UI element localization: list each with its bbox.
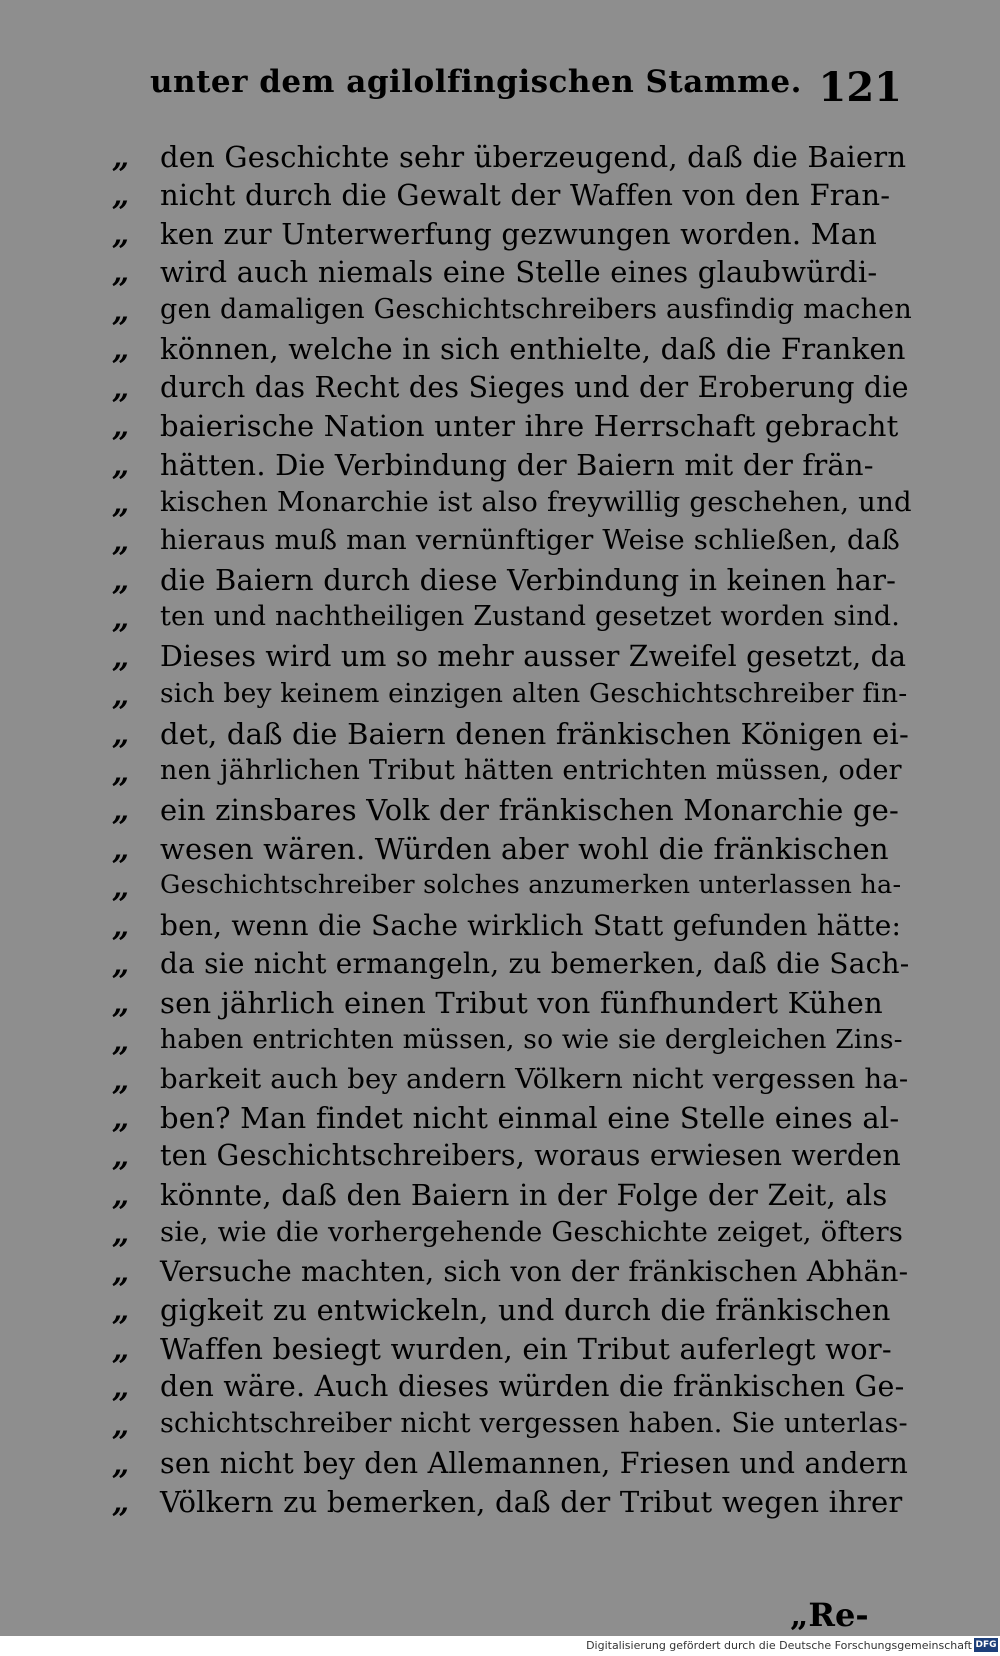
quote-mark: „ [112, 870, 130, 906]
line-text: sie, wie die vorhergehende Geschichte zeiget, öfters [160, 1216, 904, 1249]
text-line [112, 369, 912, 407]
text-line [112, 791, 912, 829]
quote-mark: „ [112, 1177, 130, 1213]
line-text: wesen wären. Würden aber wohl die fränkischen [160, 831, 889, 866]
line-text: ein zinsbares Volk der fränkischen Monarchie ge- [160, 793, 899, 828]
line-text: sen nicht bey den Allemannen, Friesen und andern [160, 1446, 909, 1480]
quote-mark: „ [112, 447, 130, 483]
text-line [112, 984, 912, 1022]
line-text: hätten. Die Verbindung der Baiern mit der frän- [160, 447, 874, 482]
quote-mark: „ [112, 178, 130, 214]
text-line [112, 1330, 912, 1368]
quote-mark: „ [112, 1293, 130, 1329]
text-line [112, 484, 912, 522]
line-text: da sie nicht ermangeln, zu bemerken, daß die Sach- [160, 947, 910, 981]
line-text: Versuche machten, sich von der fränkischen Abhän- [160, 1254, 909, 1288]
line-text: die Baiern durch diese Verbindung in keinen har- [160, 562, 897, 597]
text-line [112, 1406, 912, 1444]
line-text: hieraus muß man vernünftiger Weise schließen, daß [160, 524, 900, 557]
text-line [112, 1214, 912, 1252]
page-number: 121 [818, 64, 902, 111]
line-text: Dieses wird um so mehr ausser Zweifel gesetzt, da [160, 639, 907, 673]
line-text: gen damaligen Geschichtschreibers ausfindig machen [160, 293, 912, 325]
quote-mark: „ [112, 524, 130, 560]
text-line [112, 253, 912, 291]
running-title: unter dem agilolfingischen Stamme. [150, 64, 802, 100]
text-line [112, 1483, 912, 1521]
text-line [112, 945, 912, 983]
text-line [112, 1137, 912, 1175]
digitization-credit: Digitalisierung gefördert durch die Deutsche Forschungsgemeinschaft [586, 1639, 972, 1652]
text-line [112, 638, 912, 676]
line-text: den wäre. Auch dieses würden die fränkischen Ge- [160, 1370, 905, 1403]
footer-bar [0, 1636, 1000, 1656]
line-text: ben, wenn die Sache wirklich Statt gefunden hätte: [160, 908, 902, 942]
text-line [112, 330, 912, 368]
quote-mark: „ [112, 1024, 130, 1060]
quote-mark: „ [112, 216, 130, 252]
quote-mark: „ [112, 1408, 130, 1444]
text-line [112, 599, 912, 637]
quote-mark: „ [112, 293, 130, 329]
line-text: ten und nachtheiligen Zustand gesetzet worden sind. [160, 601, 901, 633]
text-line [112, 676, 912, 714]
line-text: durch das Recht des Sieges und der Eroberung die [160, 370, 909, 404]
line-text: den Geschichte sehr überzeugend, daß die Baiern [160, 140, 907, 174]
quote-mark: „ [112, 639, 130, 675]
text-line [112, 1099, 912, 1137]
text-line [112, 138, 912, 176]
quote-mark: „ [112, 831, 130, 867]
line-text: sich bey keinem einzigen alten Geschichtschreiber fin- [160, 678, 908, 710]
quote-mark: „ [112, 678, 130, 714]
quote-mark: „ [112, 1100, 130, 1136]
text-line [112, 446, 912, 484]
line-text: könnte, daß den Baiern in der Folge der Zeit, als [160, 1177, 888, 1212]
text-line [112, 868, 912, 906]
line-text: ben? Man findet nicht einmal eine Stelle eines al- [160, 1100, 900, 1135]
quote-mark: „ [112, 1370, 130, 1405]
quote-mark: „ [112, 1331, 130, 1367]
quote-mark: „ [112, 140, 130, 175]
quote-mark: „ [112, 1062, 130, 1098]
quote-mark: „ [112, 255, 130, 291]
line-text: Völkern zu bemerken, daß der Tribut wegen ihrer [160, 1485, 903, 1520]
quote-mark: „ [112, 409, 130, 445]
line-text: sen jährlich einen Tribut von fünfhundert Kühen [160, 985, 883, 1020]
quote-mark: „ [112, 601, 130, 637]
quote-mark: „ [112, 1139, 130, 1175]
quote-mark: „ [112, 985, 130, 1021]
line-text: nen jährlichen Tribut hätten entrichten müssen, oder [160, 755, 902, 786]
text-line [112, 1368, 912, 1406]
line-text: schichtschreiber nicht vergessen haben. Sie unterlas- [160, 1408, 908, 1440]
line-text: ken zur Unterwerfung gezwungen worden. Man [160, 216, 878, 251]
text-line [112, 1291, 912, 1329]
text-line [112, 753, 912, 791]
text-line [112, 1176, 912, 1214]
line-text: nicht durch die Gewalt der Waffen von den Fran- [160, 178, 891, 213]
text-line [112, 407, 912, 445]
quote-mark: „ [112, 562, 130, 598]
text-line [112, 715, 912, 753]
text-line [112, 176, 912, 214]
line-text: baierische Nation unter ihre Herrschaft gebracht [160, 409, 899, 444]
line-text: können, welche in sich enthielte, daß die Franken [160, 332, 906, 367]
catchword: „Re- [790, 1596, 869, 1634]
quote-mark: „ [112, 1485, 130, 1521]
quote-mark: „ [112, 716, 130, 752]
quote-mark: „ [112, 332, 130, 368]
line-text: barkeit auch bey andern Völkern nicht vergessen ha- [160, 1062, 909, 1095]
quote-mark: „ [112, 947, 130, 983]
line-text: haben entrichten müssen, so wie sie dergleichen Zins- [160, 1024, 903, 1056]
quote-mark: „ [112, 908, 130, 944]
line-text: Geschichtschreiber solches anzumerken unterlassen ha- [160, 870, 902, 901]
line-text: kischen Monarchie ist also freywillig geschehen, und [160, 485, 912, 518]
text-line [112, 292, 912, 330]
quote-mark: „ [112, 370, 130, 406]
text-line [112, 907, 912, 945]
line-text: Waffen besiegt wurden, ein Tribut auferlegt wor- [160, 1331, 892, 1366]
line-text: ten Geschichtschreibers, woraus erwiesen werden [160, 1139, 901, 1173]
text-line [112, 215, 912, 253]
quote-mark: „ [112, 485, 130, 521]
text-line [112, 1061, 912, 1099]
body-text [112, 138, 912, 1522]
quote-mark: „ [112, 1216, 130, 1252]
text-line [112, 830, 912, 868]
text-line [112, 1445, 912, 1483]
quote-mark: „ [112, 755, 130, 790]
quote-mark: „ [112, 1446, 130, 1482]
page-header [150, 56, 910, 116]
line-text: det, daß die Baiern denen fränkischen Königen ei- [160, 716, 909, 751]
line-text: wird auch niemals eine Stelle eines glaubwürdi- [160, 255, 878, 290]
dfg-logo: DFG [975, 1640, 997, 1650]
text-line [112, 1253, 912, 1291]
text-line [112, 1022, 912, 1060]
quote-mark: „ [112, 1254, 130, 1290]
text-line [112, 561, 912, 599]
text-line [112, 522, 912, 560]
quote-mark: „ [112, 793, 130, 829]
line-text: gigkeit zu entwickeln, und durch die fränkischen [160, 1293, 891, 1328]
